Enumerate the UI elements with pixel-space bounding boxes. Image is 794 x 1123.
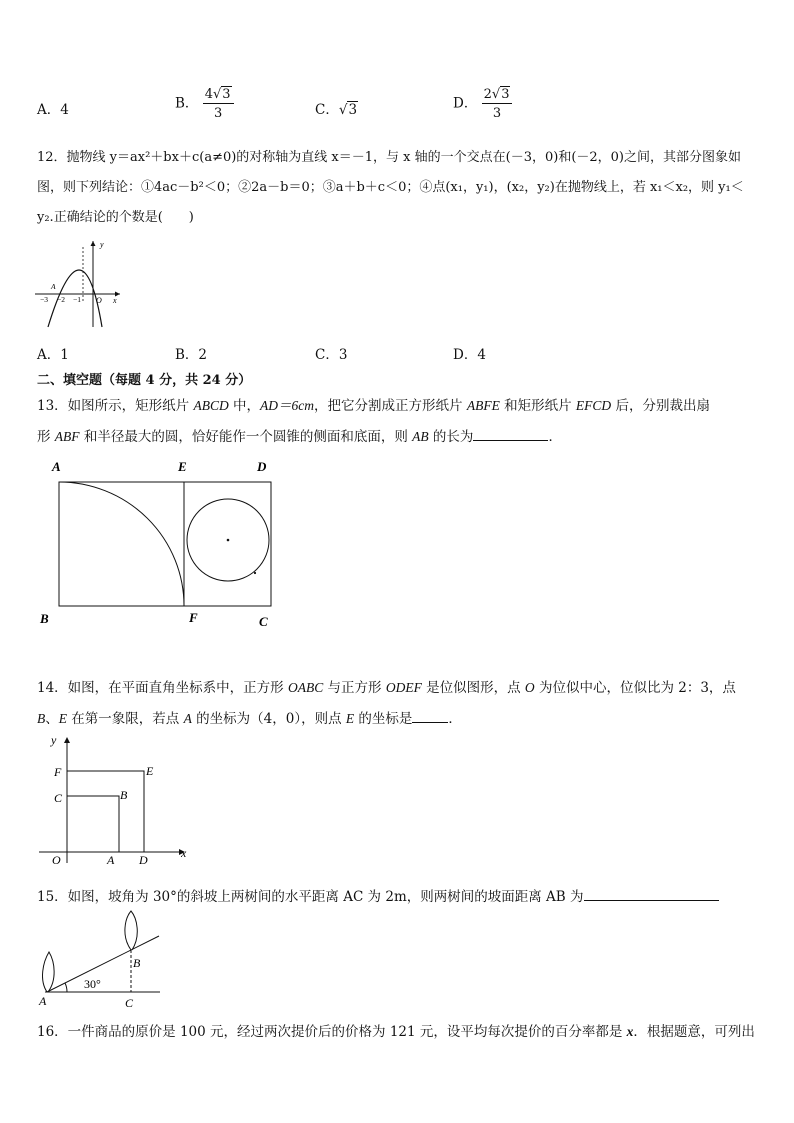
q13-t1: 13．如图所示，矩形纸片 — [37, 398, 194, 414]
q11-b-coef: 4 — [204, 87, 213, 102]
tree-left-icon — [43, 952, 55, 992]
q13-t5: 后，分别裁出扇 — [611, 398, 710, 414]
label-b: B — [120, 788, 128, 802]
q16-t1: 16．一件商品的原价是 100 元，经过两次提价后的价格为 121 元，设平均每次提价的百分率都是 — [37, 1024, 627, 1040]
label-a: A — [107, 853, 115, 867]
q13-t2: 中， — [228, 398, 261, 414]
angle-label: 30° — [84, 977, 101, 991]
q12-option-c: C．3 — [315, 347, 348, 363]
tree-right-icon — [125, 911, 137, 950]
q14-odef: ODEF — [385, 680, 422, 695]
q11-option-d-fraction: $\frac{2√3}{3}$ — [482, 88, 513, 120]
q14-t2: 与正方形 — [323, 680, 386, 696]
graph-y-label: y — [100, 240, 104, 249]
slope-line — [47, 936, 159, 992]
q14-t1: 14．如图，在平面直角坐标系中，正方形 — [37, 680, 288, 696]
q13-t3: ，把它分割成正方形纸片 — [314, 398, 467, 414]
q15-slope-figure — [35, 910, 170, 1010]
square-odef — [67, 771, 144, 852]
graph-point-a: A — [51, 282, 56, 291]
circle-point-dot — [254, 572, 256, 574]
q13-ad: AD＝6cm — [260, 398, 315, 413]
label-c: C — [259, 614, 268, 629]
label-b: B — [40, 611, 49, 626]
q14-t4: 为位似中心，位似比为 2：3，点 — [534, 680, 736, 696]
q14-t6: 在第一象限，若点 — [67, 711, 184, 727]
q13-abfe: ABFE — [466, 398, 500, 413]
q13-abcd: ABCD — [193, 398, 229, 413]
label-y: y — [51, 733, 57, 747]
y-axis-arrow — [64, 737, 70, 743]
q14-line-2 — [37, 707, 462, 727]
q12-option-a: A．1 — [37, 347, 69, 363]
q11-option-b — [175, 88, 234, 120]
q13-t9: ． — [548, 429, 562, 445]
graph-tick-minus3: −3 — [40, 295, 48, 304]
q13-efcd: EFCD — [575, 398, 612, 413]
graph-tick-minus1: −1 — [73, 295, 81, 304]
q11-b-rad: 3 — [222, 87, 231, 102]
q13-answer-blank[interactable] — [473, 428, 548, 441]
q12-parabola-graph — [30, 235, 130, 330]
label-d: D — [139, 853, 148, 867]
graph-origin-label: O — [96, 296, 102, 305]
label-x: x — [181, 846, 187, 860]
graph-tick-minus2: −2 — [57, 295, 65, 304]
q11-option-d-label: D． — [453, 95, 478, 112]
q11-option-a: A．4 — [37, 102, 69, 118]
q11-option-d — [453, 88, 512, 120]
q13-t6: 形 — [37, 429, 55, 445]
q11-option-c-label: C． — [315, 102, 339, 118]
label-f: F — [189, 610, 198, 625]
q14-t5: 、 — [45, 711, 59, 727]
label-f: F — [54, 765, 62, 779]
q14-e: E — [58, 711, 67, 726]
sector-arc-abf — [59, 482, 184, 606]
y-axis-arrow — [91, 241, 96, 246]
q15-answer-blank[interactable] — [584, 888, 719, 901]
q11-d-den: 3 — [492, 106, 502, 121]
q12-option-d: D．4 — [453, 347, 486, 363]
label-c: C — [54, 791, 63, 805]
q14-e2: E — [345, 711, 355, 726]
q14-t8: 的坐标是 — [354, 711, 413, 727]
label-d: D — [257, 459, 267, 474]
label-a: A — [39, 994, 47, 1008]
q14-answer-blank[interactable] — [412, 710, 448, 723]
q11-b-den: 3 — [214, 106, 223, 121]
q14-b: B — [37, 711, 46, 726]
q14-coordinate-figure — [35, 733, 195, 868]
label-a: A — [52, 459, 61, 474]
label-e: E — [178, 459, 187, 474]
q13-line-2 — [37, 425, 562, 445]
q13-rectangle-figure — [35, 455, 285, 635]
q13-t4: 和矩形纸片 — [499, 398, 576, 414]
q13-line-1 — [37, 394, 710, 414]
q11-option-c: C．√3 — [315, 102, 358, 118]
q12-line-1: 12．抛物线 y＝ax²＋bx＋c(a≠0)的对称轴为直线 x＝－1，与 x 轴的一个交点在(－3，0)和(－2，0)之间，其部分图象如 — [37, 150, 742, 165]
q11-d-rad: 3 — [501, 87, 510, 102]
q12-option-b: B．2 — [175, 347, 208, 363]
label-b: B — [133, 956, 141, 970]
q14-a: A — [183, 711, 192, 726]
circle-center-dot — [227, 539, 230, 542]
graph-x-label: x — [113, 296, 117, 305]
q11-c-rad: 3 — [348, 102, 358, 118]
q16-x: x — [626, 1024, 634, 1039]
label-c: C — [125, 996, 134, 1010]
label-e: E — [146, 764, 154, 778]
q15-text: 15．如图，坡角为 30°的斜坡上两树间的水平距离 AC 为 2m，则两树间的坡面距离 AB 为 — [37, 889, 584, 905]
q14-t9: ． — [448, 711, 462, 727]
q14-oabc: OABC — [287, 680, 324, 695]
q14-o: O — [524, 680, 535, 695]
label-o: O — [52, 853, 61, 867]
q12-line-2: 图，则下列结论：①4ac－b²＜0；②2a－b＝0；③a＋b＋c＜0；④点(x₁，y₁)，(x₂，y₂)在抛物线上，若 x₁＜x₂，则 y₁＜ — [37, 180, 744, 195]
q15-line-1 — [37, 885, 719, 905]
q13-t8: 的长为 — [428, 429, 474, 445]
q13-t7: 和半径最大的圆，恰好能作一个圆锥的侧面和底面，则 — [79, 429, 413, 445]
square-oabc — [67, 796, 119, 852]
q14-t3: 是位似图形，点 — [421, 680, 525, 696]
q11-option-b-fraction: $\frac{4√3}{3}$ — [203, 88, 234, 120]
q11-d-coef: 2 — [483, 87, 492, 102]
q14-line-1 — [37, 676, 736, 696]
q12-line-3: y₂.正确结论的个数是( ) — [37, 210, 194, 225]
q16-t2: ．根据题意，可列出 — [633, 1024, 755, 1040]
angle-arc — [65, 983, 67, 992]
q16-line-1 — [37, 1020, 755, 1040]
q13-abf: ABF — [54, 429, 80, 444]
q14-t7: 的坐标为（4，0），则点 — [191, 711, 346, 727]
q13-ab: AB — [412, 429, 429, 444]
section-title-fill-blank: 二、填空题（每题 4 分，共 24 分） — [37, 373, 252, 388]
q11-option-b-label: B． — [175, 95, 199, 112]
